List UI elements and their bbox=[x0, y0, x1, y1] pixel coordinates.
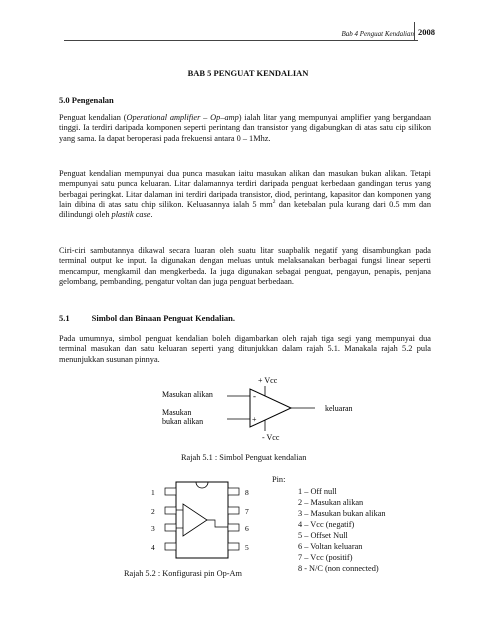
figure-5-1-caption: Rajah 5.1 : Simbol Penguat kendalian bbox=[181, 453, 307, 462]
pin-label-1: 1 bbox=[151, 488, 155, 497]
p2-text-a: Penguat kendalian mempunyai dua punca masukan iaitu masukan alikan dan masukan bukan alikan. Tetapi mempunyai satu punca keluaran. Litar dalamannya terdiri daripada penguat kerbedaan gandingan terus yang berbagai peringkat. Litar dalaman ini terdiri daripada transistor, diod, perintang, kapasitor dan komponen yang lain dibina di atas satu chip silikon. Keluasannya ialah 5 mm bbox=[59, 169, 431, 209]
paragraph-intro bbox=[59, 113, 431, 144]
section-5-0-heading: 5.0 Pengenalan bbox=[59, 95, 114, 105]
section-title: Simbol dan Binaan Penguat Kendalian. bbox=[91, 313, 235, 323]
running-header bbox=[0, 30, 414, 38]
pin-item: 6 – Voltan keluaran bbox=[298, 542, 363, 551]
pin-list-heading: Pin: bbox=[272, 475, 286, 484]
p1-italic: Operational amplifier – Op–amp bbox=[126, 113, 239, 122]
section-5-1-heading bbox=[59, 313, 431, 323]
output-label: keluaran bbox=[325, 404, 353, 413]
header-year: 2008 bbox=[418, 27, 435, 37]
paragraph-inputs bbox=[59, 169, 431, 220]
paragraph-characteristics: Ciri-ciri sambutannya dikawal secara luaran oleh suatu litar suapbalik negatif yang disambungkan pada terminal output ke input. Ia digunakan dengan meluas untuk melaksanakan berbagai fungsi linear seperti mencampur, mengkamil dan mengkerbeda. Ia juga digunakan sebagai penguat, pengayun, penapis, penjana gelombang, pembanding, pengatur voltan dan juga penguat berbedaan. bbox=[59, 246, 431, 286]
minus-sign: - bbox=[253, 391, 256, 401]
pin-label-4: 4 bbox=[151, 543, 155, 552]
noninverting-input-label-2: bukan alikan bbox=[162, 417, 204, 426]
p2-sup: 2 bbox=[272, 199, 276, 206]
pin-label-7: 7 bbox=[245, 507, 249, 516]
vcc-negative-label: - Vcc bbox=[262, 433, 280, 442]
noninverting-input-label-1: Masukan bbox=[162, 408, 192, 417]
pin-list bbox=[298, 486, 386, 574]
pin-item: 3 – Masukan bukan alikan bbox=[298, 509, 386, 518]
p1-text-a: Penguat kendalian ( bbox=[59, 113, 127, 122]
pin-label-3: 3 bbox=[151, 524, 155, 533]
p2-text-d: . bbox=[150, 210, 153, 220]
header-separator bbox=[414, 22, 415, 40]
pin-item: 5 – Offset Null bbox=[298, 531, 348, 540]
pin-item: 2 – Masukan alikan bbox=[298, 498, 364, 507]
pin-item: 8 - N/C (non connected) bbox=[298, 564, 379, 573]
pin-item: 1 – Off null bbox=[298, 487, 337, 496]
pin-label-2: 2 bbox=[151, 507, 155, 516]
p1-text-c: ) ialah litar yang mempunyai amplifier yang bergandaan tinggi. Ia terdiri daripada komponen seperti perintang dan transistor yang digabungkan di atas satu cip silikon yang sama. Ia dapat beroperasi pada frekuensi antara 0 – 1Mhz. bbox=[59, 113, 431, 143]
plus-sign: + bbox=[252, 415, 257, 424]
header-rule bbox=[64, 40, 418, 41]
p2-italic: plastik case bbox=[111, 210, 151, 220]
section-number: 5.1 bbox=[59, 313, 70, 323]
paragraph-symbol: Pada umumnya, simbol penguat kendalian boleh digambarkan oleh rajah tiga segi yang mempunyai dua terminal masukan dan satu keluaran seperti yang ditunjukkan dalam rajah 5.1. Manakala rajah 5.2 pula menunjukkan susunan pinnya. bbox=[59, 334, 431, 364]
chapter-name: Bab 4 Penguat Kendalian bbox=[341, 30, 414, 38]
dip-pinout-figure bbox=[145, 480, 255, 560]
vcc-positive-label: + Vcc bbox=[258, 376, 278, 385]
inverting-input-label: Masukan alikan bbox=[162, 390, 213, 399]
pin-label-5: 5 bbox=[245, 543, 249, 552]
pin-label-6: 6 bbox=[245, 524, 249, 533]
chapter-title: BAB 5 PENGUAT KENDALIAN bbox=[187, 68, 309, 78]
pin-item: 4 – Vcc (negatif) bbox=[298, 520, 355, 529]
p2-text-b: dan ketebalan pula kurang dari 0.5 mm dan dilindungi oleh bbox=[59, 199, 431, 220]
pin-item: 7 – Vcc (positif) bbox=[298, 553, 353, 562]
figure-5-2-caption: Rajah 5.2 : Konfigurasi pin Op-Am bbox=[124, 569, 242, 578]
op-amp-symbol-figure bbox=[160, 372, 400, 447]
pin-label-8: 8 bbox=[245, 488, 249, 497]
